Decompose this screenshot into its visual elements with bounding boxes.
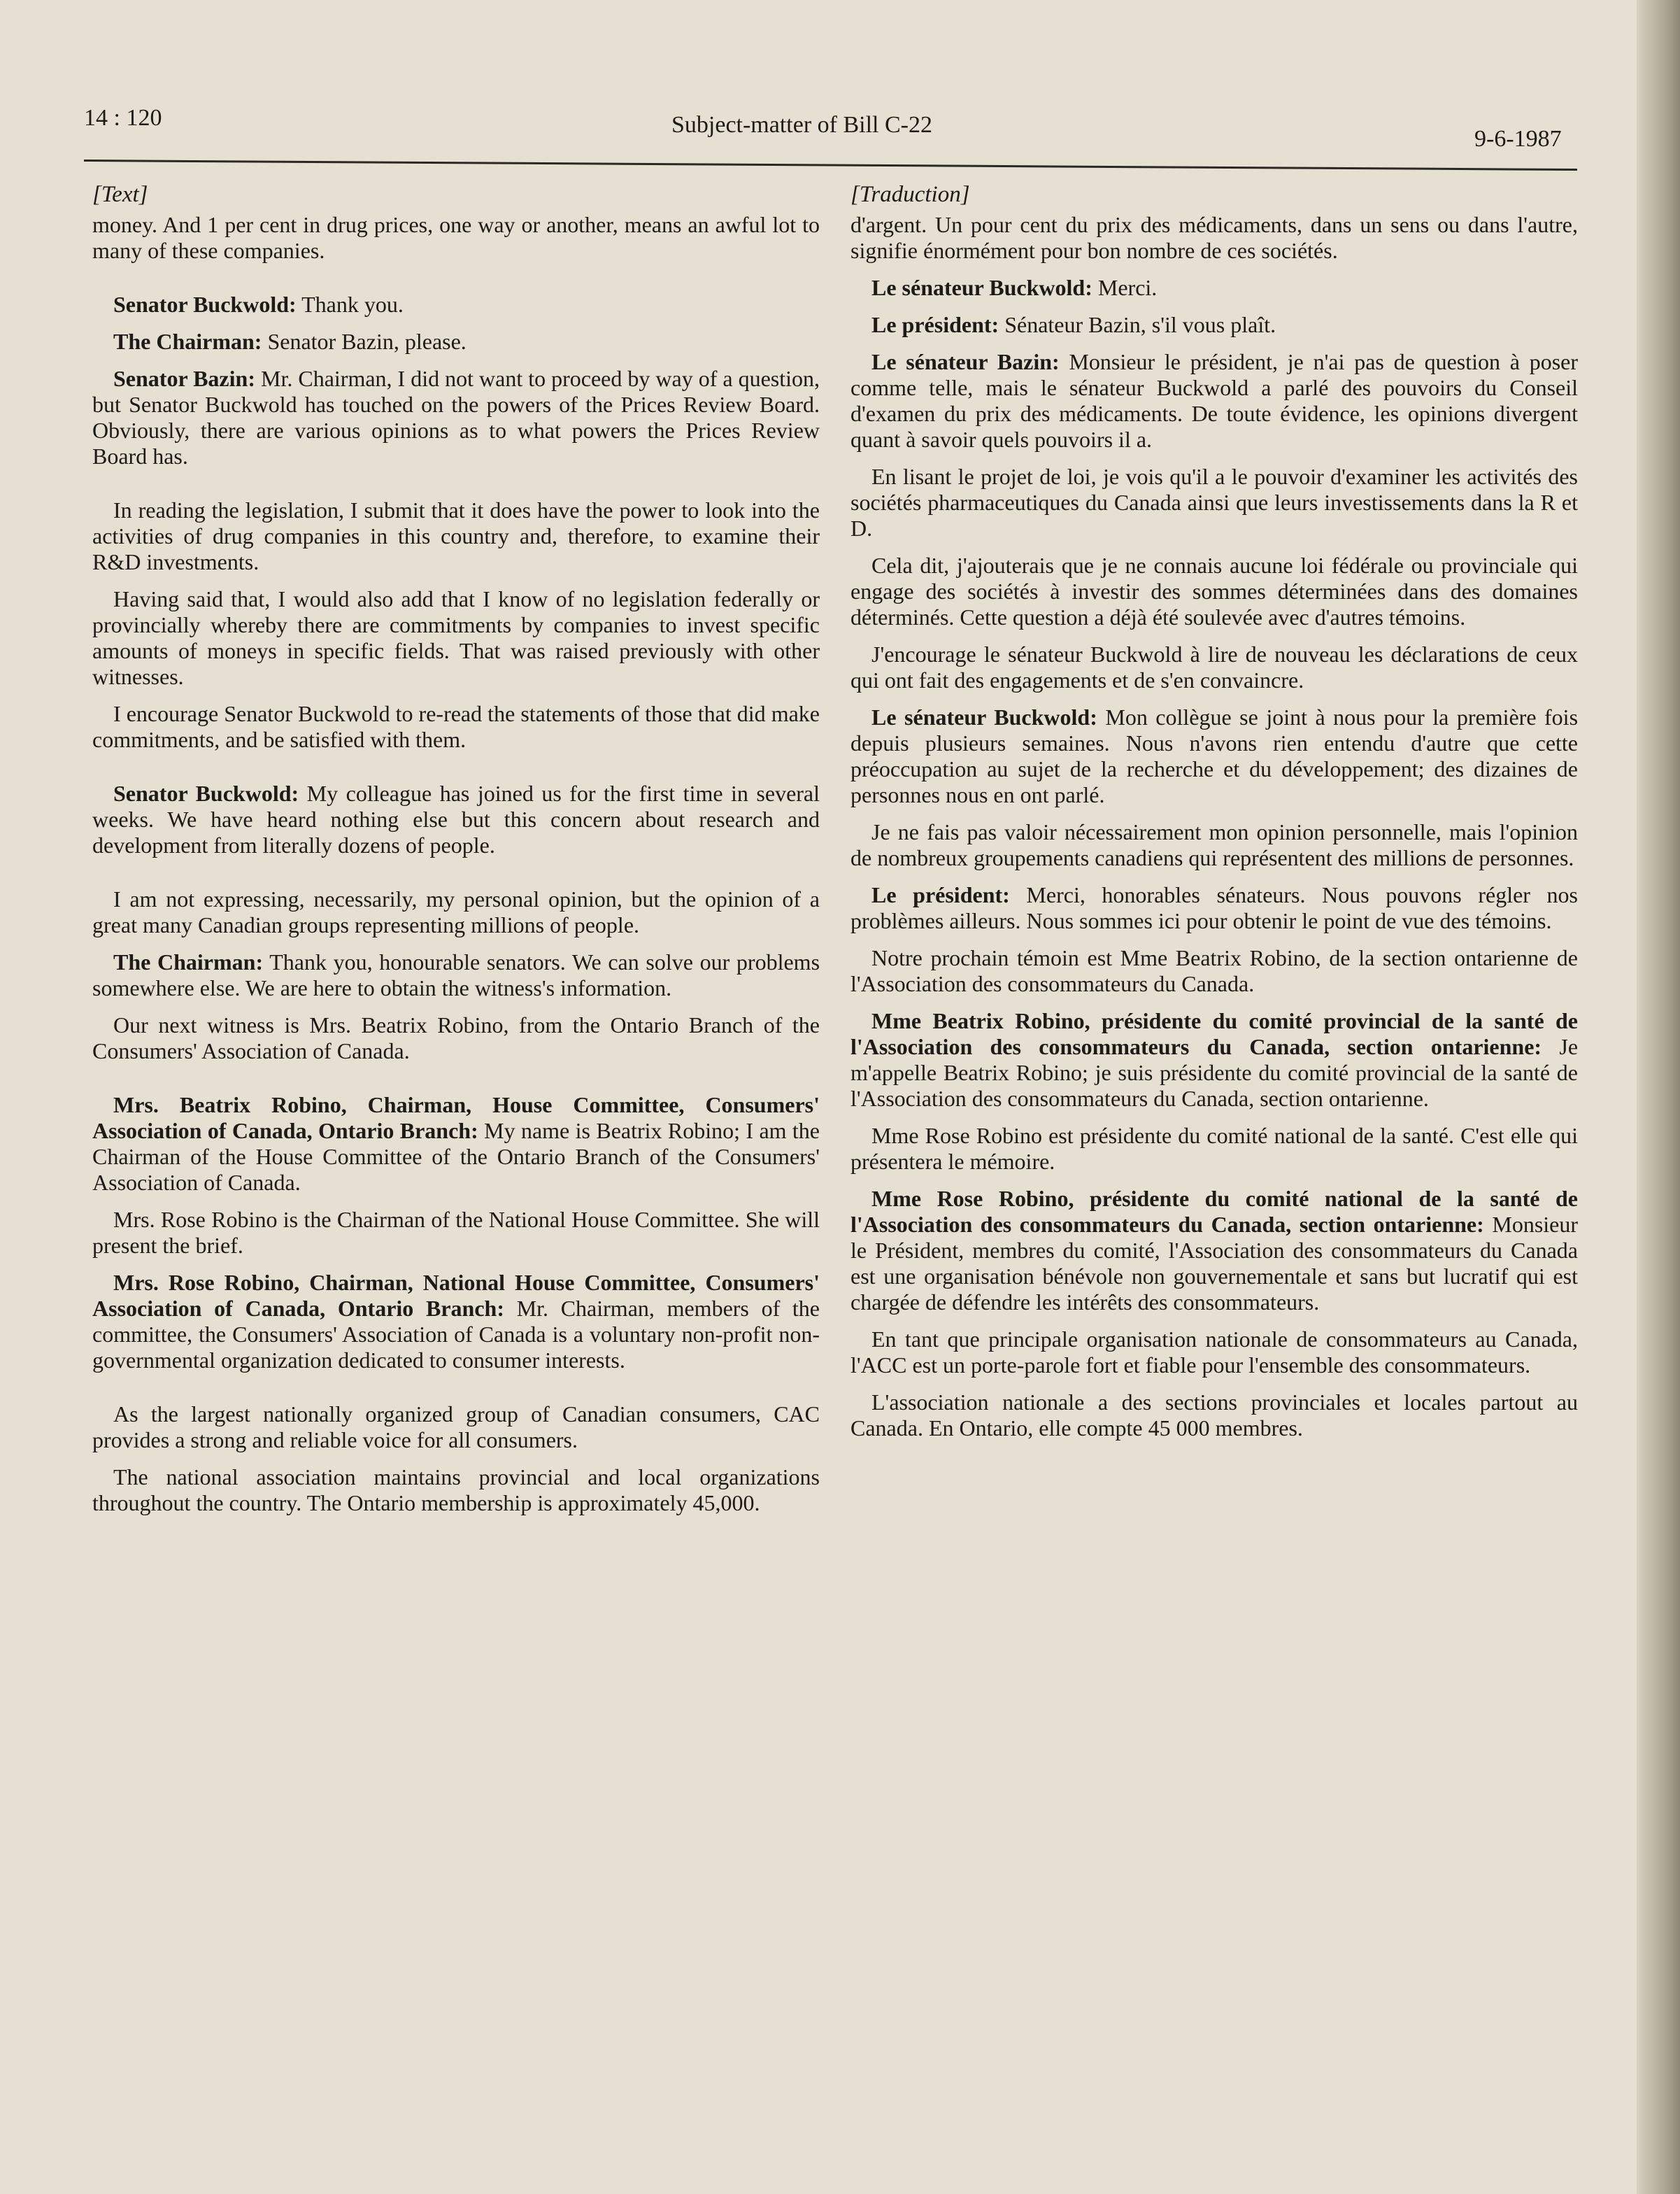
paragraph-text: The national association maintains provincial and local organizations throughout the country. The Ontario membership is approximately 45,000.	[92, 1464, 820, 1515]
paragraph	[850, 312, 1578, 338]
speaker-name: Mrs. Rose Robino, Chairman, National House Committee, Consumers' Association of Canada, Ontario Branch:	[92, 1270, 820, 1321]
paragraph	[92, 292, 820, 318]
speaker-name: Le président:	[871, 882, 1010, 907]
paragraph-text: I am not expressing, necessarily, my personal opinion, but the opinion of a great many Canadian groups representing millions of people.	[92, 886, 820, 937]
french-column	[850, 182, 1578, 1452]
paragraph-text: Thank you.	[301, 292, 404, 317]
paragraph-text: My name is Beatrix Robino; I am the Chairman of the House Committee of the Ontario Branch of the Consumers' Association of Canada.	[92, 1118, 820, 1195]
paragraph-text: Monsieur le président, je n'ai pas de question à poser comme telle, mais le sénateur Buckwold a parlé des pouvoirs du Conseil d'examen du prix des médicaments. De toute évidence, les opinions divergent quant à savoir quels pouvoirs il a.	[850, 349, 1579, 452]
speaker-name: Mme Rose Robino, présidente du comité national de la santé de l'Association des consommateurs du Canada, section ontarienne:	[850, 1186, 1578, 1237]
paragraph-text: Mrs. Rose Robino is the Chairman of the National House Committee. She will present the brief.	[92, 1207, 820, 1258]
paragraph-text: d'argent. Un pour cent du prix des médicaments, dans un sens ou dans l'autre, signifie énormément pour bon nombre de ces sociétés.	[850, 212, 1578, 263]
paragraph	[850, 553, 1578, 630]
paragraph	[92, 329, 820, 355]
speaker-name: Senator Buckwold:	[113, 292, 297, 317]
language-tag-french: [Traduction]	[850, 182, 970, 207]
paragraph-text: Monsieur le Président, membres du comité, l'Association des consommateurs du Canada est une organisation bénévole non gouvernementale et sans but lucratif qui est chargée de défendre les intérêts des consommateurs.	[850, 1212, 1579, 1315]
paragraph	[92, 1207, 820, 1259]
paragraph	[92, 1012, 820, 1064]
speaker-name: Le sénateur Buckwold:	[871, 275, 1092, 300]
paragraph	[850, 349, 1578, 453]
paragraph	[850, 212, 1578, 264]
english-column	[92, 182, 820, 1527]
paragraph-text: Je ne fais pas valoir nécessairement mon opinion personnelle, mais l'opinion de nombreux groupements canadiens qui représentent des millions de personnes.	[850, 819, 1578, 870]
paragraph	[92, 586, 820, 690]
page-number: 14 : 120	[84, 105, 162, 131]
paragraph	[850, 1389, 1578, 1441]
paragraph	[850, 1123, 1578, 1175]
speaker-name: Le sénateur Bazin:	[871, 349, 1060, 374]
paragraph	[850, 882, 1578, 934]
paragraph	[850, 642, 1578, 693]
paragraph	[92, 949, 820, 1001]
paragraph	[92, 701, 820, 753]
sitting-date: 9-6-1987	[1474, 126, 1562, 152]
paragraph-text: Notre prochain témoin est Mme Beatrix Robino, de la section ontarienne de l'Association des consommateurs du Canada.	[850, 945, 1578, 996]
paragraph	[92, 1092, 820, 1196]
paragraph-text: Mon collègue se joint à nous pour la première fois depuis plusieurs semaines. Nous n'avons rien entendu d'autre que cette préoccupation au sujet de la recherche et du développement; des dizaines de personnes nous en ont parlé.	[850, 705, 1579, 807]
paragraph	[850, 1326, 1578, 1378]
paragraph-text: I encourage Senator Buckwold to re-read the statements of those that did make commitments, and be satisfied with them.	[92, 701, 820, 752]
paragraph-text: L'association nationale a des sections provinciales et locales partout au Canada. En Ontario, elle compte 45 000 membres.	[850, 1389, 1578, 1441]
paragraph	[92, 781, 820, 858]
paragraph-text: En lisant le projet de loi, je vois qu'il a le pouvoir d'examiner les activités des sociétés pharmaceutiques du Canada ainsi que leurs investissements dans la R et D.	[850, 464, 1578, 541]
speaker-name: The Chairman:	[113, 329, 262, 354]
paragraph	[850, 275, 1578, 301]
page-edge	[1637, 0, 1680, 2194]
paragraph	[92, 1401, 820, 1453]
paragraph	[92, 366, 820, 469]
speaker-name: Senator Bazin:	[113, 366, 255, 391]
paragraph-text: My colleague has joined us for the first time in several weeks. We have heard nothing else but this concern about research and development from literally dozens of people.	[92, 781, 820, 858]
paragraph	[850, 1186, 1578, 1315]
paragraph-text: J'encourage le sénateur Buckwold à lire de nouveau les déclarations de ceux qui ont fait des engagements et de s'en convaincre.	[850, 642, 1578, 693]
paragraph	[850, 464, 1578, 542]
paragraph	[92, 1270, 820, 1373]
paragraph-text: Thank you, honourable senators. We can solve our problems somewhere else. We are here to obtain the witness's information.	[92, 949, 820, 1000]
paragraph-text: Our next witness is Mrs. Beatrix Robino, from the Ontario Branch of the Consumers' Association of Canada.	[92, 1012, 820, 1063]
paragraph-text: money. And 1 per cent in drug prices, one way or another, means an awful lot to many of these companies.	[92, 212, 820, 263]
header-rule	[84, 160, 1577, 171]
paragraph	[850, 1008, 1578, 1112]
paragraph	[850, 705, 1578, 808]
paragraph-text: Cela dit, j'ajouterais que je ne connais aucune loi fédérale ou provinciale qui engage des sociétés à investir des sommes déterminées dans des domaines déterminés. Cette question a déjà été soulevée avec d'autres témoins.	[850, 553, 1578, 630]
paragraph-text: Mr. Chairman, members of the committee, the Consumers' Association of Canada is a voluntary non-profit non-governmental organization dedicated to consumer interests.	[92, 1296, 820, 1373]
paragraph-text: Having said that, I would also add that I know of no legislation federally or provincially whereby there are commitments by companies to invest specific amounts of moneys in specific fields. That was raised previously with other witnesses.	[92, 586, 820, 689]
paragraph	[92, 497, 820, 575]
paragraph-text: Merci, honorables sénateurs. Nous pouvons régler nos problèmes ailleurs. Nous sommes ici pour obtenir le point de vue des témoins.	[850, 882, 1579, 933]
paragraph	[92, 212, 820, 264]
speaker-name: Mme Beatrix Robino, présidente du comité provincial de la santé de l'Association des consommateurs du Canada, section ontarienne:	[850, 1008, 1578, 1059]
language-tag-english: [Text]	[92, 182, 148, 207]
running-title: Subject-matter of Bill C-22	[671, 112, 932, 138]
paragraph-text: Sénateur Bazin, s'il vous plaît.	[1004, 312, 1276, 337]
paragraph-text: En tant que principale organisation nationale de consommateurs au Canada, l'ACC est un porte-parole fort et fiable pour l'ensemble des consommateurs.	[850, 1326, 1578, 1378]
paragraph	[850, 945, 1578, 997]
paragraph-text: As the largest nationally organized group of Canadian consumers, CAC provides a strong and reliable voice for all consumers.	[92, 1401, 820, 1452]
paragraph	[92, 886, 820, 938]
speaker-name: Le président:	[871, 312, 999, 337]
paragraph-text: In reading the legislation, I submit that it does have the power to look into the activities of drug companies in this country and, therefore, to examine their R&D investments.	[92, 497, 820, 574]
speaker-name: Mrs. Beatrix Robino, Chairman, House Committee, Consumers' Association of Canada, Ontario Branch:	[92, 1092, 820, 1143]
paragraph-text: Mr. Chairman, I did not want to proceed by way of a question, but Senator Buckwold has touched on the powers of the Prices Review Board. Obviously, there are various opinions as to what powers the Prices Review Board has.	[92, 366, 820, 469]
paragraph-text: Merci.	[1097, 275, 1158, 300]
paragraph-text: Je m'appelle Beatrix Robino; je suis présidente du comité provincial de la santé de l'Association des consommateurs du Canada, section ontarienne.	[850, 1034, 1579, 1111]
paragraph	[92, 1464, 820, 1516]
paragraph	[850, 819, 1578, 871]
speaker-name: Le sénateur Buckwold:	[871, 705, 1097, 730]
speaker-name: The Chairman:	[113, 949, 264, 975]
speaker-name: Senator Buckwold:	[113, 781, 299, 806]
paragraph-text: Senator Bazin, please.	[267, 329, 467, 354]
paragraph-text: Mme Rose Robino est présidente du comité national de la santé. C'est elle qui présentera le mémoire.	[850, 1123, 1578, 1174]
